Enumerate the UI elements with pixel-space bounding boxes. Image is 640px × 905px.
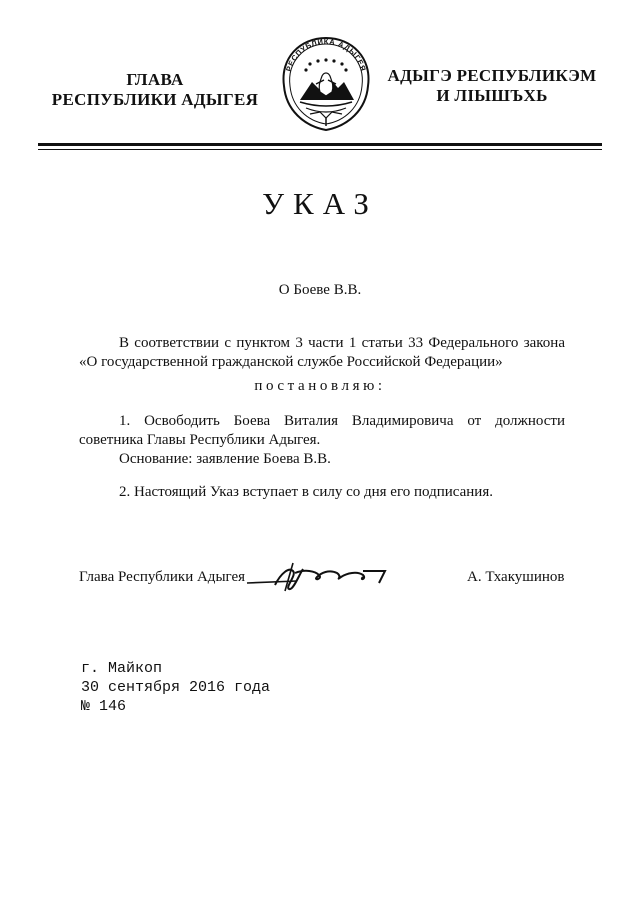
item1-basis: Основание: заявление Боева В.В. <box>119 451 331 467</box>
item1-line1: 1. Освободить Боева Виталия Владимировича от должности <box>119 413 565 429</box>
document-number: № 146 <box>81 698 127 715</box>
header-left <box>40 70 270 110</box>
header-left-line2: РЕСПУБЛИКИ АДЫГЕЯ <box>51 90 259 109</box>
document-title: УКАЗ <box>262 186 378 221</box>
preamble-line2: «О государственной гражданской службе Российской Федерации» <box>79 354 503 370</box>
preamble-paragraph <box>79 334 565 372</box>
handwritten-signature-icon <box>245 555 395 595</box>
decree-item-2: 2. Настоящий Указ вступает в силу со дня его подписания. <box>119 484 493 500</box>
header-right-line2: И ЛІЫШЪХЬ <box>436 86 548 105</box>
preamble-line1: В соответствии с пунктом 3 части 1 статьи 33 Федерального закона <box>119 335 565 351</box>
header-right-line1: АДЫГЭ РЕСПУБЛИКЭМ <box>387 66 597 85</box>
decree-word: постановляю: <box>254 378 386 394</box>
header-left-line1: ГЛАВА <box>126 70 184 89</box>
adygea-coat-of-arms-icon <box>270 28 382 138</box>
header-divider-thick <box>38 143 602 146</box>
issue-city: г. Майкоп <box>81 660 163 677</box>
svg-text:РЕСПУБЛИКА АДЫГЕЯ: РЕСПУБЛИКА АДЫГЕЯ <box>284 36 368 73</box>
signatory-position: Глава Республики Адыгея <box>79 569 246 585</box>
header-right <box>382 66 602 106</box>
header-divider-thin <box>38 149 602 150</box>
decree-item-1 <box>79 412 565 469</box>
issue-date: 30 сентября 2016 года <box>81 679 271 696</box>
item1-line2: советника Главы Республики Адыгея. <box>79 432 321 448</box>
signatory-name: А. Тхакушинов <box>467 569 565 585</box>
document-subject: О Боеве В.В. <box>278 282 362 298</box>
